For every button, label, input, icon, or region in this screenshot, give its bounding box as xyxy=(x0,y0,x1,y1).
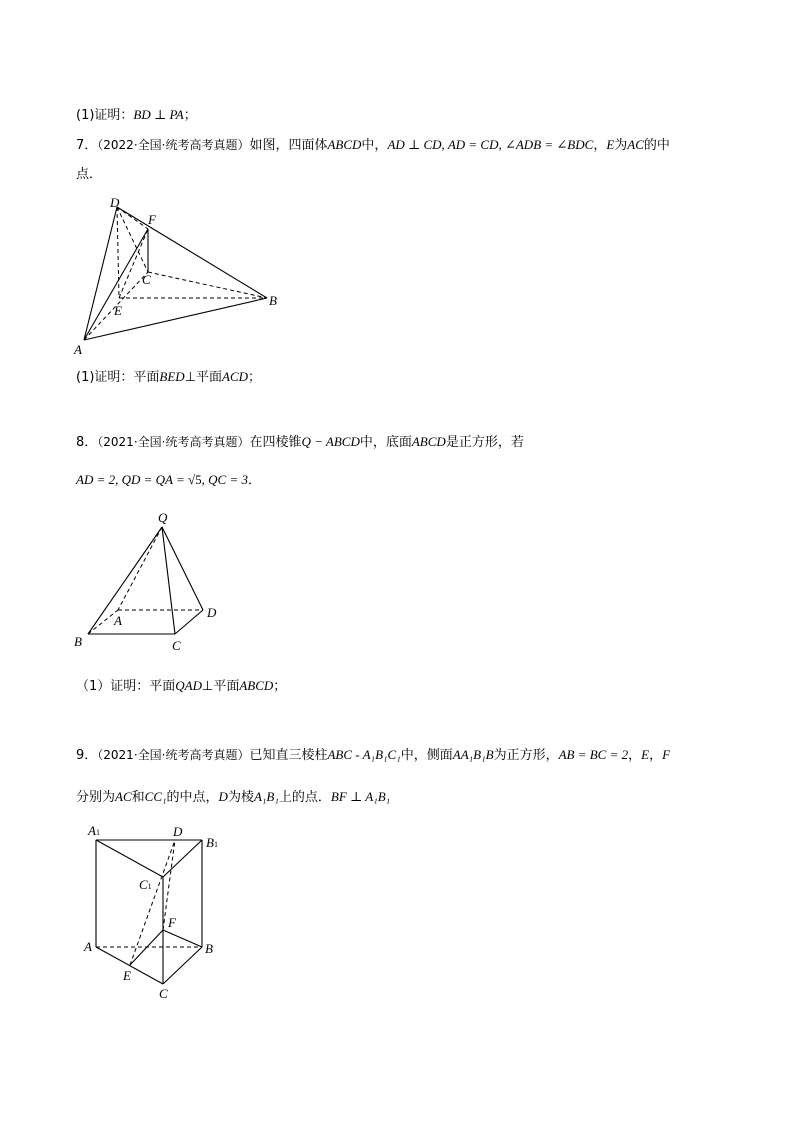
p9-label-E: E xyxy=(123,968,131,983)
p9-math: BF ⊥ A₁B₁ xyxy=(330,789,391,804)
p6-part1-label: (1)证明： xyxy=(76,108,134,123)
p9-label-B1: B1 xyxy=(206,835,218,850)
p8-text: 在四棱锥 xyxy=(249,435,302,450)
p7-text: 为 xyxy=(614,138,628,153)
p7-text: 的中 xyxy=(643,138,670,153)
p7-label-A: A xyxy=(74,342,82,357)
p8-label-Q: Q xyxy=(158,510,168,525)
p7-line1 xyxy=(76,134,670,153)
p8-label-D: D xyxy=(207,605,217,620)
p7-line2: 点． xyxy=(76,167,103,182)
p9-text: ， xyxy=(628,748,642,763)
p6-end: ； xyxy=(183,108,197,123)
p9-math: AC xyxy=(115,789,132,804)
p7-math: AC xyxy=(627,137,644,152)
p8-number: 8． xyxy=(76,435,98,450)
p7-math: BED xyxy=(159,369,185,384)
p8-math: ABCD xyxy=(239,678,274,693)
p7-math: AD ⊥ CD, AD = CD, ∠ADB = ∠BDC xyxy=(387,137,594,152)
p9-math: CC₁ xyxy=(144,789,167,804)
p9-line2 xyxy=(76,786,390,805)
p7-label-C: C xyxy=(142,272,151,287)
p8-line2 xyxy=(76,469,261,488)
p8-label-B: B xyxy=(74,634,82,649)
p9-label-B: B xyxy=(205,941,213,956)
p9-math: ABC - A₁B₁C₁ xyxy=(327,747,401,762)
p9-figure xyxy=(78,820,238,1005)
p7-source: （2022·全国·统考高考真题） xyxy=(97,138,250,152)
p9-source: （2021·全国·统考高考真题） xyxy=(97,748,250,762)
p8-label-A: A xyxy=(114,613,122,628)
p7-text: 中， xyxy=(361,138,388,153)
p7-label-B: B xyxy=(269,293,277,308)
p8-math: , QC = 3 xyxy=(201,472,249,487)
p7-label-D: D xyxy=(110,195,120,210)
p8-end: ； xyxy=(273,679,287,694)
p9-label-A1: A1 xyxy=(88,823,100,838)
p9-text: 上的点． xyxy=(278,790,331,805)
p9-text: 和 xyxy=(131,790,145,805)
p7-end: ； xyxy=(248,370,262,385)
p9-text: 的中点， xyxy=(166,790,219,805)
p8-part1-label: （1）证明：平面 xyxy=(76,679,176,694)
p8-label-C: C xyxy=(172,638,181,653)
p8-math: QAD xyxy=(175,678,202,693)
p6-part1-line xyxy=(76,104,197,123)
p9-label-F: F xyxy=(168,915,176,930)
p8-text: ⊥平面 xyxy=(202,679,240,694)
p9-math: D xyxy=(218,789,228,804)
p7-figure xyxy=(70,192,300,357)
p8-end: ． xyxy=(248,473,262,488)
p7-number: 7． xyxy=(76,138,98,153)
p7-math: E xyxy=(606,137,615,152)
p8-text: 中，底面 xyxy=(359,435,412,450)
p9-math: A₁B₁ xyxy=(253,789,279,804)
p8-figure xyxy=(68,506,228,656)
p9-label-A: A xyxy=(84,939,92,954)
p8-part1-line xyxy=(76,675,286,694)
p8-source: （2021·全国·统考高考真题） xyxy=(97,435,250,449)
p8-math: ABCD xyxy=(411,434,446,449)
p8-text: 是正方形，若 xyxy=(445,435,524,450)
p7-text: 如图，四面体 xyxy=(249,138,328,153)
p9-text: 为正方形， xyxy=(493,748,559,763)
p9-text: 分别为 xyxy=(76,790,116,805)
p7-part1-label: (1)证明：平面 xyxy=(76,370,160,385)
p7-text: ， xyxy=(593,138,607,153)
p9-math: AB = BC = 2 xyxy=(558,747,629,762)
p7-part1-line xyxy=(76,366,261,385)
p8-line1 xyxy=(76,431,524,450)
p9-text: 已知直三棱柱 xyxy=(249,748,328,763)
p9-label-D: D xyxy=(173,824,183,839)
p9-math: E xyxy=(641,747,650,762)
p9-math: F xyxy=(662,747,671,762)
p7-label-F: F xyxy=(148,212,156,227)
p8-sqrt: √5 xyxy=(188,472,202,487)
p9-label-C1: C1 xyxy=(139,877,152,892)
p8-math: AD = 2, QD = QA = xyxy=(76,472,189,487)
p7-math: ABCD xyxy=(327,137,362,152)
p9-text: ， xyxy=(649,748,663,763)
p9-label-C: C xyxy=(159,986,168,1001)
p9-line1 xyxy=(76,744,670,763)
p8-math: Q − ABCD xyxy=(301,434,360,449)
p7-label-E: E xyxy=(114,303,122,318)
p9-text: 为棱 xyxy=(227,790,254,805)
p9-math: AA₁B₁B xyxy=(452,747,494,762)
p9-number: 9． xyxy=(76,748,98,763)
p6-math: BD ⊥ PA xyxy=(133,107,184,122)
p7-text: ⊥平面 xyxy=(184,370,223,385)
p9-text: 中，侧面 xyxy=(400,748,453,763)
p7-math: ACD xyxy=(222,369,249,384)
